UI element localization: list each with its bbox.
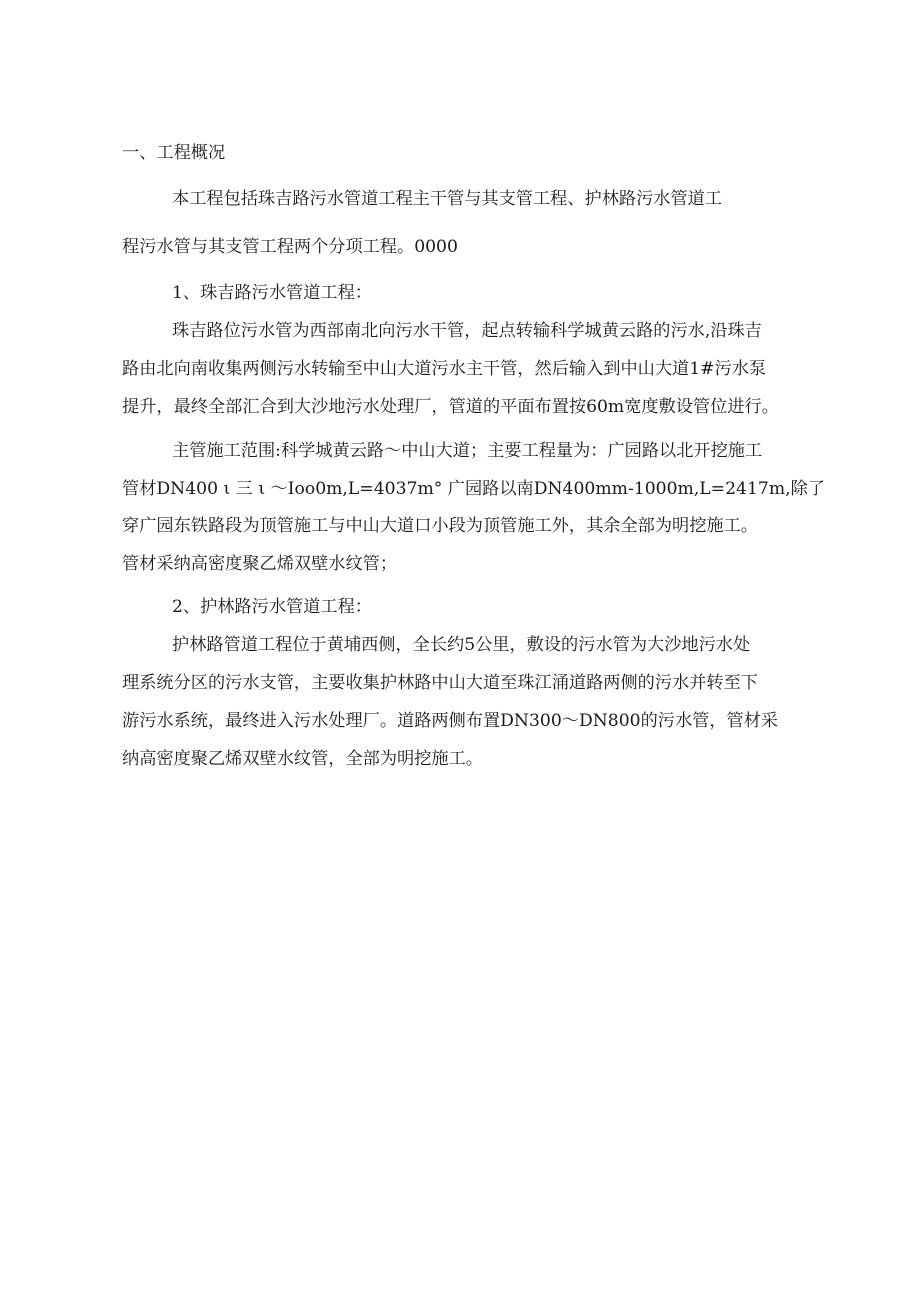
section2-para1-line-2: 理系统分区的污水支管，主要收集护林路中山大道至珠江涌道路两侧的污水并转至下 — [122, 673, 758, 693]
section-heading: 一、工程概况 — [122, 143, 226, 163]
section2-title: 2、护林路污水管道工程： — [172, 597, 372, 617]
section1-para1-line-2: 路由北向南收集两侧污水转输至中山大道污水主干管，然后输入到中山大道1#污水泵 — [122, 359, 767, 379]
section1-para2-line-4: 管材采纳高密度聚乙烯双壁水纹管； — [122, 554, 398, 574]
intro-line-2: 程污水管与其支管工程两个分项工程。0000 — [122, 237, 458, 257]
intro-line-1: 本工程包括珠吉路污水管道工程主干管与其支管工程、护林路污水管道工 — [172, 189, 723, 209]
section1-para2-line-2: 管材DN400 ι 三 ι ～Ioo0m,L=4037m° 广园路以南DN400mm-1000m,L=2417m,除了 — [122, 479, 825, 499]
section1-para2-line-3: 穿广园东铁路段为顶管施工与中山大道口小段为顶管施工外，其余全部为明挖施工。 — [122, 516, 758, 536]
section1-title: 1、珠吉路污水管道工程： — [172, 283, 372, 303]
section2-para1-line-3: 游污水系统，最终进入污水处理厂。道路两侧布置DN300～DN800的污水管，管材采 — [122, 711, 779, 731]
section1-para2-line-1: 主管施工范围:科学城黄云路～中山大道；主要工程量为：广园路以北开挖施工 — [172, 441, 763, 461]
section2-para1-line-4: 纳高密度聚乙烯双壁水纹管，全部为明挖施工。 — [122, 749, 483, 769]
section1-para1-line-1: 珠吉路位污水管为西部南北向污水干管，起点转输科学城黄云路的污水,沿珠吉 — [172, 321, 762, 341]
section1-para1-line-3: 提升，最终全部汇合到大沙地污水处理厂，管道的平面布置按60m宽度敷设管位进行。 — [122, 397, 779, 417]
section2-para1-line-1: 护林路管道工程位于黄埔西侧，全长约5公里，敷设的污水管为大沙地污水处 — [172, 635, 751, 655]
